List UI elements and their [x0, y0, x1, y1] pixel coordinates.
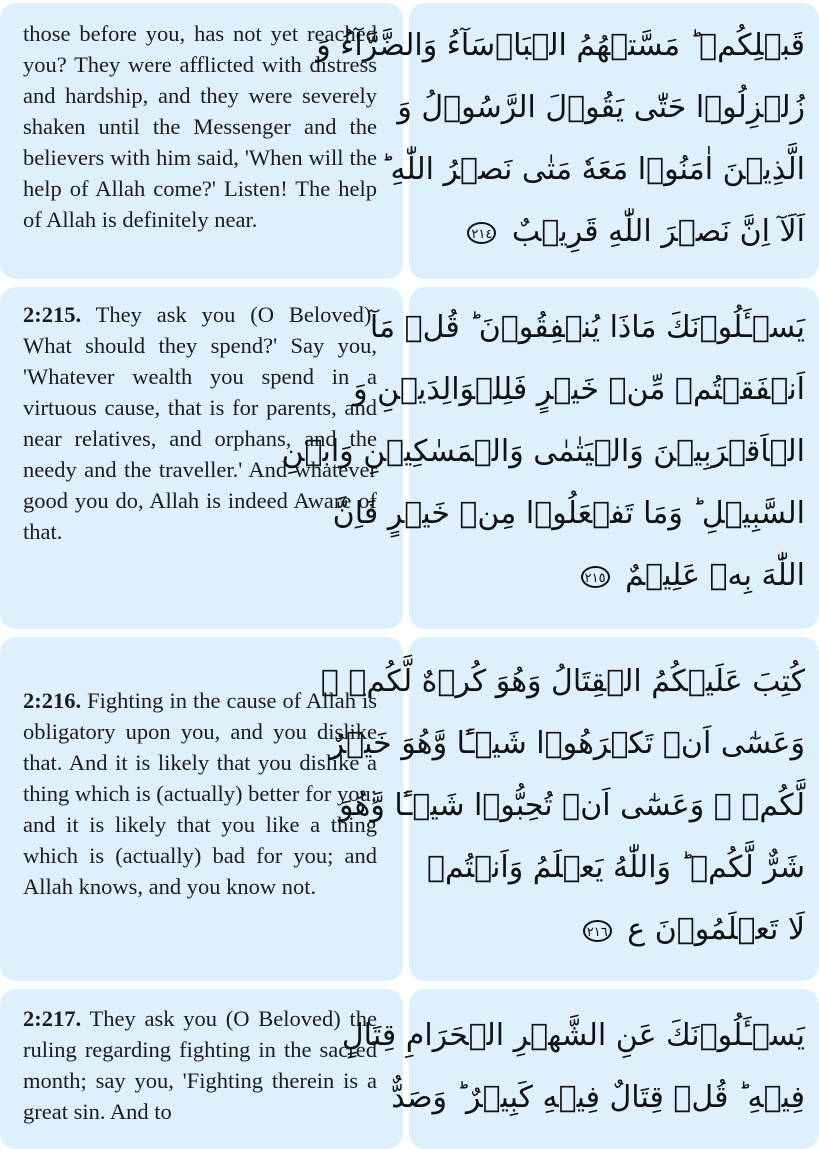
arabic-verse-cell — [281, 287, 819, 629]
translation-body: Fighting in the cause of Allah is obligatory upon you, and you dislike that. And it is likely that you dislike a thing which is (actually) better for you; and it is likely that you like a thing which is (actually) bad for you; and Allah knows, and you know not. — [23, 688, 378, 899]
arabic-line-text: لَا تَعۡلَمُوۡنَ ع — [627, 912, 805, 947]
arabic-line: الۡاَقۡرَبِيۡنَ وَالۡيَتٰمٰى وَالۡمَسٰكِيۡنِ وَابۡنِ — [281, 434, 805, 469]
ayah-end-marker: ٢١٤ — [467, 222, 496, 244]
arabic-line — [423, 201, 805, 263]
ayah-end-marker: ٢١٦ — [583, 920, 612, 942]
arabic-line: لَّكُمۡ ۚ وَعَسٰٓى اَنۡ تُحِبُّوۡا شَيۡـًٔا وَّهُوَ — [339, 788, 805, 823]
arabic-line: كُتِبَ عَلَيۡكُمُ الۡقِتَالُ وَهُوَ كُرۡهٌ لَّكُمۡ ۚ — [320, 664, 805, 699]
arabic-line: فِيۡهِ ؕ قُلۡ قِتَالٌ فِيۡهِ كَبِيۡرٌ ؕ وَصَدٌّ — [391, 1080, 805, 1115]
verse-reference: 2:215. — [23, 302, 82, 327]
arabic-line: السَّبِيۡلِ ؕ وَمَا تَفۡعَلُوۡا مِنۡ خَيۡرٍ فَاِنَّ — [332, 496, 805, 531]
arabic-verse-cell — [341, 989, 819, 1149]
arabic-line-text: اللّٰهَ بِهٖ عَلِيۡمٌ — [625, 558, 805, 593]
arabic-line — [423, 899, 805, 961]
arabic-line: يَسۡـَٔلُوۡنَكَ عَنِ الشَّهۡرِ الۡحَرَامِ قِتَالٍ — [341, 1018, 805, 1053]
arabic-line: يَسۡـَٔلُوۡنَكَ مَاذَا يُنۡفِقُوۡنَ ؕ قُلۡ مَآ — [369, 310, 805, 345]
verse-row — [0, 989, 819, 1149]
arabic-line: شَرٌّ لَّكُمۡ ؕ وَاللّٰهُ يَعۡلَمُ وَاَنۡتُمۡ — [427, 850, 805, 885]
translation-body: those before you, has not yet reached you? They were afflicted with distress and hardship, and they were severely shaken until the Messenger and the believers with him said, 'When will the help of Allah come?' Listen! The help of Allah is definitely near. — [23, 21, 377, 232]
verse-reference: 2:217. — [23, 1006, 82, 1031]
verse-row — [0, 287, 819, 629]
arabic-line: اَنۡفَقۡتُمۡ مِّنۡ خَيۡرٍ فَلِلۡوَالِدَيۡنِ وَ — [353, 372, 805, 407]
arabic-line — [423, 545, 805, 607]
arabic-verse-cell — [316, 3, 819, 279]
translation-text — [23, 1003, 377, 1127]
arabic-line-text: اَلَآ اِنَّ نَصۡرَ اللّٰهِ قَرِيۡبٌ — [511, 214, 805, 249]
arabic-verse-cell — [320, 637, 819, 981]
ayah-end-marker: ٢١٥ — [581, 566, 610, 588]
arabic-line: قَبۡلِكُمۡ ؕ مَسَّتۡهُمُ الۡبَاۡسَآءُ وَالضَّرَّآءُ وَ — [316, 28, 805, 63]
arabic-line: وَعَسٰٓى اَنۡ تَكۡرَهُوۡا شَيۡـًٔا وَّهُوَ خَيۡرٌ — [329, 726, 805, 761]
arabic-line: الَّذِيۡنَ اٰمَنُوۡا مَعَهٗ مَتٰى نَصۡرُ اللّٰهِ ؕ — [380, 152, 805, 187]
verse-row — [0, 637, 819, 981]
verse-reference: 2:216. — [23, 688, 82, 713]
translation-body: They ask you (O Beloved) the ruling regarding fighting in the sacred month; say you, 'Fighting therein is a great sin. And to — [23, 1006, 377, 1124]
translation-body: They ask you (O Beloved), What should they spend?' Say you, 'Whatever wealth you spend in a virtuous cause, that is for parents, and near relatives, and orphans, and the needy and the traveller.' And whatever good you do, Allah is indeed Aware of that. — [23, 302, 377, 544]
verse-row — [0, 3, 819, 279]
arabic-line: زُلۡزِلُوۡا حَتّٰى يَقُوۡلَ الرَّسُوۡلُ وَ — [397, 90, 805, 125]
translation-text — [23, 685, 377, 902]
